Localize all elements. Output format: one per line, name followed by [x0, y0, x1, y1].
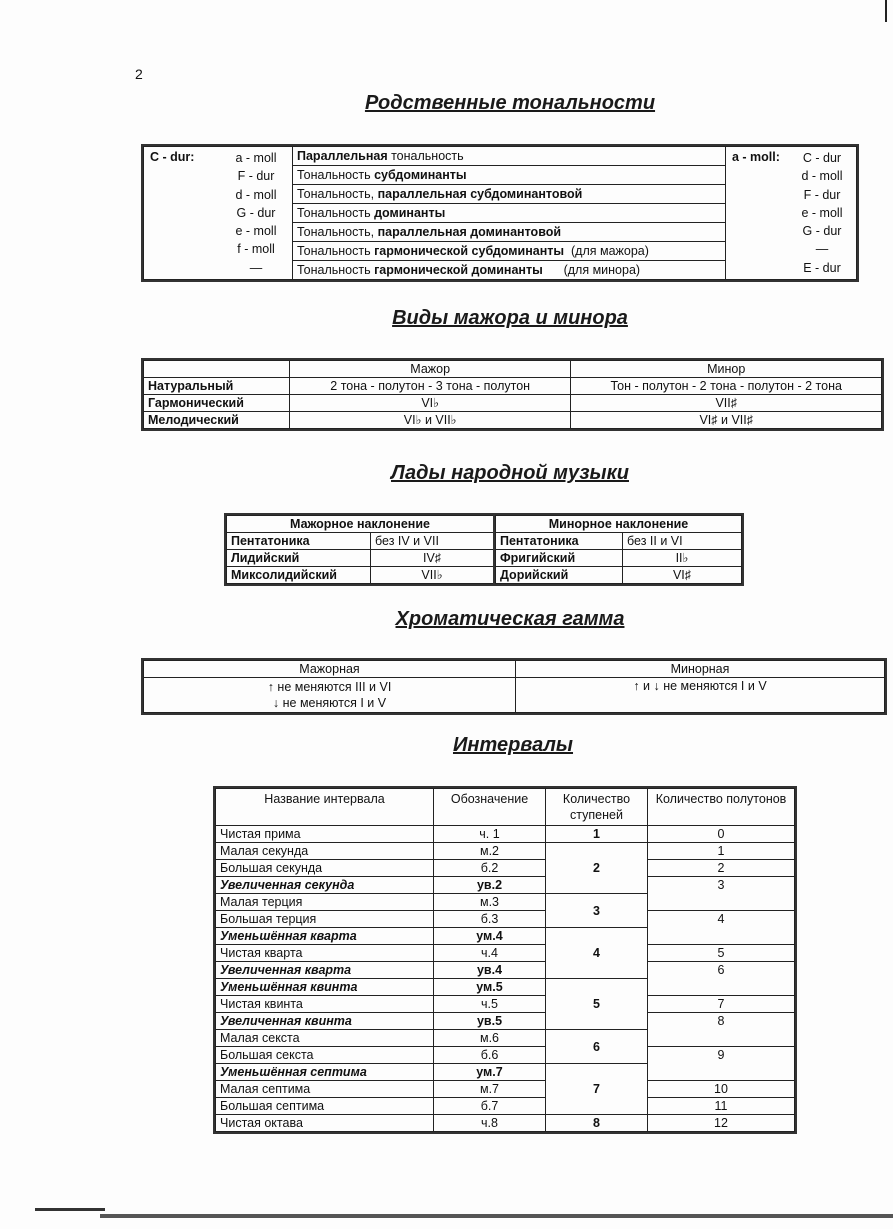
step-count: 2: [546, 843, 648, 894]
interval-symbol: ум.4: [434, 928, 546, 945]
column-header: Мажор: [289, 361, 571, 378]
interval-name: Малая секунда: [216, 843, 434, 860]
left-related-key: G - dur: [236, 205, 276, 220]
step-count: 5: [546, 979, 648, 1030]
major-minor-row: [144, 412, 882, 429]
relation-text-post: (для минора): [542, 263, 641, 278]
interval-symbol: ув.2: [434, 877, 546, 894]
relation-text-bold: Параллельная: [297, 149, 388, 163]
relation-description: [293, 204, 726, 223]
right-related-key: E - dur: [803, 260, 841, 275]
interval-symbol: м.7: [434, 1081, 546, 1098]
interval-symbol: ч.4: [434, 945, 546, 962]
relation-text-bold: гармонической доминанты: [374, 263, 543, 278]
semitone-count: 8: [648, 1013, 795, 1047]
semitone-count: 0: [648, 826, 795, 843]
interval-symbol: ч.8: [434, 1115, 546, 1132]
chromatic-major-header: Мажорная: [144, 661, 516, 678]
step-count: 8: [546, 1115, 648, 1132]
folk-mode-row: [496, 533, 742, 550]
step-count: 7: [546, 1064, 648, 1115]
relation-text-bold: гармонической субдоминанты: [374, 244, 565, 258]
major-value: VI♭ и VII♭: [289, 412, 571, 429]
interval-name: Уменьшённая квинта: [216, 979, 434, 996]
interval-name: Уменьшённая септима: [216, 1064, 434, 1081]
interval-symbol: ч.5: [434, 996, 546, 1013]
mode-feature: VI♯: [623, 567, 742, 584]
interval-symbol: б.7: [434, 1098, 546, 1115]
mode-name: Миксолидийский: [227, 567, 371, 584]
folk-mode-row: [227, 550, 494, 567]
minor-value: Тон - полутон - 2 тона - полутон - 2 тона: [571, 378, 882, 395]
semitone-count: 2: [648, 860, 795, 877]
interval-row: [216, 945, 795, 962]
relation-description: [293, 242, 726, 261]
column-header: Количество ступеней: [546, 789, 648, 826]
minor-value: VII♯: [571, 395, 882, 412]
interval-name: Малая секста: [216, 1030, 434, 1047]
interval-symbol: м.3: [434, 894, 546, 911]
left-related-key: —: [249, 260, 263, 275]
semitone-count: 6: [648, 962, 795, 996]
scan-artifact: [35, 1208, 105, 1211]
mode-name: Лидийский: [227, 550, 371, 567]
relation-description: [293, 261, 726, 280]
related-keys-title: Родственные тональности: [364, 92, 656, 114]
left-related-key: e - moll: [235, 224, 277, 239]
relation-text-bold: параллельная субдоминантовой: [377, 187, 583, 201]
folk-minor-table: [495, 515, 742, 584]
interval-name: Уменьшённая кварта: [216, 928, 434, 945]
folk-header-row: [496, 516, 742, 533]
interval-symbol: б.3: [434, 911, 546, 928]
relation-text-pre: Тональность,: [297, 187, 378, 201]
major-minor-header-row: [144, 361, 882, 378]
intervals-title: Интервалы: [452, 734, 574, 756]
relation-text-bold: субдоминанты: [374, 168, 467, 182]
scan-artifact: [100, 1214, 893, 1218]
interval-name: Большая септима: [216, 1098, 434, 1115]
interval-name: Чистая квинта: [216, 996, 434, 1013]
interval-symbol: ум.7: [434, 1064, 546, 1081]
right-related-key: C - dur: [802, 151, 842, 165]
interval-name: Увеличенная секунда: [216, 877, 434, 894]
interval-symbol: ум.5: [434, 979, 546, 996]
mode-feature: VII♭: [371, 567, 494, 584]
right-related-key: G - dur: [802, 224, 842, 239]
relation-text-post: (для мажора): [564, 244, 649, 258]
mode-name: Фригийский: [496, 550, 623, 567]
interval-name: Увеличенная кварта: [216, 962, 434, 979]
mode-feature: II♭: [623, 550, 742, 567]
interval-name: Большая секунда: [216, 860, 434, 877]
interval-name: Малая септима: [216, 1081, 434, 1098]
step-count: 6: [546, 1030, 648, 1064]
mode-feature: без II и VI: [623, 533, 742, 550]
interval-name: Малая терция: [216, 894, 434, 911]
folk-mode-row: [227, 567, 494, 584]
major-minor-table: [143, 360, 882, 429]
semitone-count: 4: [648, 911, 795, 945]
column-header: Количество полутонов: [648, 789, 795, 826]
semitone-count: 5: [648, 945, 795, 962]
semitone-count: 3: [648, 877, 795, 911]
interval-name: Чистая октава: [216, 1115, 434, 1132]
relation-text-pre: Тональность: [297, 206, 375, 220]
minor-inclination-header: Минорное наклонение: [496, 516, 742, 533]
relation-text-post: тональность: [387, 149, 464, 163]
interval-symbol: б.6: [434, 1047, 546, 1064]
column-header: Название интервала: [216, 789, 434, 826]
intervals-table: [215, 788, 795, 1132]
column-header: Обозначение: [434, 789, 546, 826]
column-header: [144, 361, 290, 378]
chromatic-major-up: ↑ не меняются III и VI: [267, 680, 392, 694]
intervals-header-row: [216, 789, 795, 826]
folk-major-table: [226, 515, 494, 584]
interval-row: [216, 860, 795, 877]
semitone-count: 1: [648, 843, 795, 860]
interval-row: [216, 1013, 795, 1030]
interval-row: [216, 1081, 795, 1098]
semitone-count: 7: [648, 996, 795, 1013]
scale-type: Гармонический: [144, 395, 290, 412]
left-related-key: a - moll: [235, 151, 277, 165]
scan-edge-mark: [885, 0, 893, 22]
relation-text-bold: доминанты: [374, 206, 446, 220]
interval-row: [216, 1115, 795, 1132]
interval-name: Увеличенная квинта: [216, 1013, 434, 1030]
relation-text-pre: Тональность: [297, 263, 375, 278]
related-keys-table: [143, 146, 857, 280]
semitone-count: 12: [648, 1115, 795, 1132]
interval-row: [216, 1047, 795, 1064]
semitone-count: 11: [648, 1098, 795, 1115]
interval-row: [216, 962, 795, 979]
relation-description: [293, 223, 726, 242]
step-count: 3: [546, 894, 648, 928]
major-inclination-header: Мажорное наклонение: [227, 516, 494, 533]
interval-symbol: ув.4: [434, 962, 546, 979]
relation-text-bold: параллельная доминантовой: [377, 225, 562, 239]
right-related-key: e - moll: [801, 205, 843, 220]
folk-mode-row: [227, 533, 494, 550]
chromatic-title: Хроматическая гамма: [395, 608, 625, 630]
page-number: 2: [135, 66, 143, 82]
left-related-key: d - moll: [235, 187, 277, 202]
left-key-cell: [144, 147, 293, 280]
relation-description: [293, 166, 726, 185]
right-key-label: a - moll:: [732, 150, 780, 164]
chromatic-minor-rule: ↑ и ↓ не меняются I и V: [516, 678, 885, 713]
interval-symbol: ч. 1: [434, 826, 546, 843]
left-related-key: f - moll: [237, 242, 275, 257]
major-value: VI♭: [289, 395, 571, 412]
relation-text-pre: Тональность,: [297, 225, 378, 239]
right-related-key: —: [815, 242, 829, 257]
interval-row: [216, 843, 795, 860]
scale-type: Натуральный: [144, 378, 290, 395]
relation-description: [293, 185, 726, 204]
semitone-count: 9: [648, 1047, 795, 1081]
interval-row: [216, 996, 795, 1013]
mode-name: Дорийский: [496, 567, 623, 584]
major-minor-title: Виды мажора и минора: [392, 307, 628, 329]
right-key-cell: [726, 147, 857, 280]
major-minor-row: [144, 378, 882, 395]
interval-symbol: б.2: [434, 860, 546, 877]
relation-text-pre: Тональность: [297, 168, 375, 182]
step-count: 1: [546, 826, 648, 843]
interval-name: Чистая кварта: [216, 945, 434, 962]
major-value: 2 тона - полутон - 3 тона - полутон: [289, 378, 571, 395]
interval-row: [216, 826, 795, 843]
folk-mode-row: [496, 550, 742, 567]
step-count: 4: [546, 928, 648, 979]
chromatic-minor-header: Минорная: [516, 661, 885, 678]
interval-row: [216, 1098, 795, 1115]
mode-feature: без IV и VII: [371, 533, 494, 550]
column-header: Минор: [571, 361, 882, 378]
left-related-key: F - dur: [237, 169, 275, 184]
semitone-count: 10: [648, 1081, 795, 1098]
relation-text-pre: Тональность: [297, 244, 375, 258]
major-minor-row: [144, 395, 882, 412]
left-key-label: C - dur:: [150, 150, 195, 164]
interval-row: [216, 911, 795, 928]
folk-header-row: [227, 516, 494, 533]
folk-mode-row: [496, 567, 742, 584]
mode-name: Пентатоника: [227, 533, 371, 550]
interval-symbol: м.6: [434, 1030, 546, 1047]
interval-symbol: ув.5: [434, 1013, 546, 1030]
related-keys-row: [144, 147, 857, 166]
mode-name: Пентатоника: [496, 533, 623, 550]
interval-name: Большая секста: [216, 1047, 434, 1064]
interval-symbol: м.2: [434, 843, 546, 860]
chromatic-major-down: ↓ не меняются I и V: [272, 696, 387, 710]
right-related-key: F - dur: [803, 187, 841, 202]
folk-modes-title: Лады народной музыки: [391, 462, 629, 484]
minor-value: VI♯ и VII♯: [571, 412, 882, 429]
interval-name: Большая терция: [216, 911, 434, 928]
relation-description: [293, 147, 726, 166]
mode-feature: IV♯: [371, 550, 494, 567]
chromatic-table: [143, 660, 885, 713]
scale-type: Мелодический: [144, 412, 290, 429]
interval-row: [216, 877, 795, 894]
right-related-key: d - moll: [801, 169, 843, 184]
interval-name: Чистая прима: [216, 826, 434, 843]
